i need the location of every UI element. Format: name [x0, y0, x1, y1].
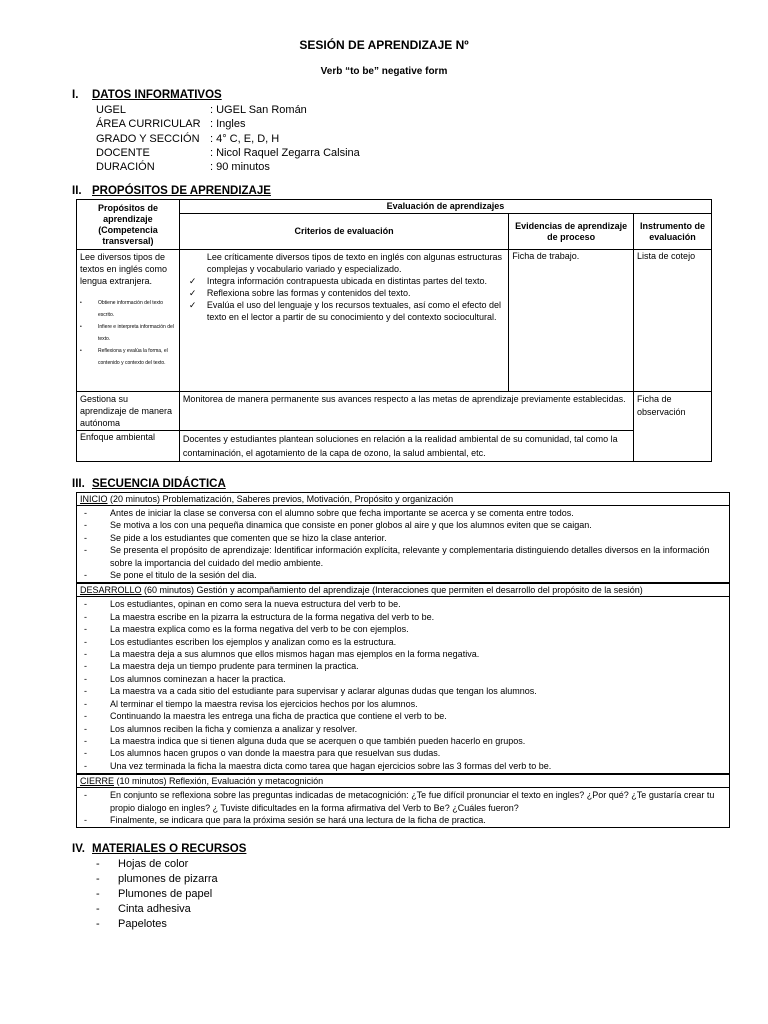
list-item: - La maestra deja un tiempo prudente para terminen la practica. [84, 661, 359, 672]
list-item: - Continuando la maestra les entrega una ficha de practica que contiene el verb to be. [84, 711, 447, 722]
document-title: SESIÓN DE APRENDIZAJE Nº [299, 38, 469, 52]
list-item: - Los alumnos cominezan a hacer la practica. [84, 673, 286, 684]
list-item: - Los estudiantes, opinan en como sera la nueva estructura del verb to be. [84, 599, 401, 610]
header-evaluacion: Evaluación de aprendizajes [179, 200, 711, 214]
info-row: ÁREA CURRICULAR : Ingles [96, 118, 246, 131]
list-item: - Los alumnos reciben la ficha y comienza a analizar y resolver. [84, 723, 358, 734]
cell-enfoque-descripcion: Docentes y estudiantes plantean soluciones en relación a la realidad ambiental de su comunidad, tal como la contaminación, el agotamiento de la capa de ozono, la salud ambiental, etc. [179, 431, 633, 462]
info-row: DURACIÓN : 90 minutos [96, 161, 270, 174]
header-criterios: Criterios de evaluación [179, 214, 508, 250]
cierre-header: CIERRE (10 minutos) Reflexión, Evaluación y metacognición [77, 774, 730, 788]
list-item: ✓ Integra información contrapuesta ubicada en distintas partes del texto. [188, 276, 488, 286]
check-icon: ✓ [188, 276, 197, 286]
list-item: - La maestra deja a sus alumnos que ellos mismos hagan mas ejemplos en la forma negativa. [84, 649, 480, 660]
list-item: • Obtiene información del texto escrito. [80, 300, 164, 318]
cell-evidencia: Ficha de trabajo. [509, 250, 634, 392]
list-item: • Infiere e interpreta información del texto. [80, 324, 174, 342]
propositos-table [76, 199, 712, 462]
list-item: - Hojas de color [96, 858, 189, 870]
info-row: GRADO Y SECCIÓN : 4° C, E, D, H [96, 132, 280, 145]
list-item: - Plumones de papel [96, 888, 213, 900]
list-item: - Se motiva a los con una pequeña dinamica que consiste en poner globos al aire y que los alumnos eviten que se caigan. [84, 520, 592, 531]
list-item: - La maestra indica que si tienen alguna duda que se acerquen o que también pueden hacerlo en grupos. [84, 735, 526, 746]
section-heading-propositos: II. PROPÓSITOS DE APRENDIZAJE [72, 185, 271, 197]
cell-criterios-lee: Lee críticamente diversos tipos de texto en inglés con algunas estructuras complejas y vocabulario variado y especializado. ✓ Integra información contrapuesta ubicada en distintas partes del texto. ✓ Reflexiona sobre las formas y contenidos del texto. ✓ Evalúa el uso del lenguaje y los recursos textuales, así como el efecto del texto en el lector a partir de su conocimiento y del contexto sociocultural. [179, 250, 508, 392]
cell-instrumento: Lista de cotejo [634, 250, 712, 392]
criterios-list [183, 275, 505, 323]
info-row: DOCENTE : Nicol Raquel Zegarra Calsina [96, 146, 360, 159]
list-item: - Cinta adhesiva [96, 903, 191, 915]
section-heading-materiales: IV. MATERIALES O RECURSOS [72, 843, 247, 855]
secuencia-table [76, 492, 730, 828]
cierre-list [80, 789, 726, 826]
list-item: - Papelotes [96, 918, 167, 930]
list-item: ✓ Evalúa el uso del lenguaje y los recursos textuales, así como el efecto del texto en el lector a partir de su conocimiento y del contexto sociocultural. [188, 300, 502, 322]
inicio-header: INICIO (20 minutos) Problematización, Saberes previos, Motivación, Propósito y organización [77, 493, 730, 506]
list-item: - Se pide a los estudiantes que comenten que se hizo la clase anterior. [84, 532, 387, 543]
list-item: - Los estudiantes escriben los ejemplos y analizan como es la estructura. [84, 636, 397, 647]
check-icon: ✓ [188, 288, 197, 298]
cell-enfoque: Enfoque ambiental [77, 431, 180, 462]
inicio-list [80, 507, 726, 581]
list-item: - Los alumnos hacen grupos o van donde la maestra para que resuelvan sus dudas. [84, 748, 441, 759]
list-item: - La maestra escribe en la pizarra la estructura de la forma negativa del verb to be. [84, 611, 435, 622]
list-item: - Una vez terminada la ficha la maestra dicta como tarea que hagan ejercicios sobre las 3 formas del verb to be. [84, 760, 552, 771]
datos-informativos [96, 103, 360, 174]
cell-proposito-gestiona: Gestiona su aprendizaje de manera autónoma [77, 392, 180, 431]
list-item: - Se presenta el propósito de aprendizaje: Identificar información explícita, relevante y complementaria distinguiendo detalles diversos en la información sobre la importancia del cuidado del medio ambiente. [84, 545, 710, 568]
list-item: - Antes de iniciar la clase se conversa con el alumno sobre que fecha importante se acerca y se comenta entre todos. [84, 508, 574, 518]
cell-instrumento-observacion: Ficha de observación [634, 392, 712, 462]
list-item: - Finalmente, se indicara que para la próxima sesión se hará una lectura de la ficha de practica. [84, 814, 486, 825]
list-item: ✓ Reflexiona sobre las formas y contenidos del texto. [188, 288, 411, 298]
list-item: • Reflexiona y evalúa la forma, el contenido y contexto del texto. [80, 348, 168, 366]
section-heading-datos: I. DATOS INFORMATIVOS [72, 89, 222, 101]
desarrollo-content [77, 597, 730, 774]
check-icon: ✓ [188, 300, 197, 310]
capacidades-list [80, 297, 176, 369]
header-propositos: Propósitos de aprendizaje (Competencia transversal) [77, 200, 180, 250]
list-item: - Se pone el titulo de la sesión del dia. [84, 570, 257, 581]
info-row: UGEL : UGEL San Román [96, 104, 307, 116]
list-item: - La maestra explica como es la forma negativa del verb to be con ejemplos. [84, 624, 409, 635]
cierre-content [77, 788, 730, 828]
list-item: - Al terminar el tiempo la maestra revisa los ejercicios hechos por los alumnos. [84, 698, 418, 709]
list-item: - En conjunto se reflexiona sobre las preguntas indicadas de metacognición: ¿Te fue difícil pronunciar el texto en ingles? ¿Por qué? ¿Te gustaría crear tu propio dialogo en ingles? ¿ Tuviste dificultades en la forma afirmativa del Verb to Be? ¿Cuáles fueron? [84, 790, 715, 813]
list-item: - plumones de pizarra [96, 873, 218, 885]
desarrollo-list [80, 598, 726, 772]
document-subtitle: Verb “to be” negative form [320, 66, 448, 77]
materiales-list [96, 857, 218, 932]
section-heading-secuencia: III. SECUENCIA DIDÁCTICA [72, 478, 226, 490]
list-item: - La maestra va a cada sitio del estudiante para supervisar y aclarar algunas dudas que tengan los alumnos. [84, 686, 537, 697]
cell-proposito-lee: Lee diversos tipos de textos en inglés como lengua extranjera. • Obtiene información del texto escrito. • Infiere e interpreta información del texto. • Reflexiona y evalúa la forma, el contenido y contexto del texto. [77, 250, 180, 392]
inicio-content [77, 506, 730, 584]
desarrollo-header: DESARROLLO (60 minutos) Gestión y acompañamiento del aprendizaje (Interacciones que permiten el desarrollo del propósito de la sesión) [77, 583, 730, 597]
header-evidencias: Evidencias de aprendizaje de proceso [509, 214, 634, 250]
header-instrumento: Instrumento de evaluación [634, 214, 712, 250]
cell-criterios-gestiona: Monitorea de manera permanente sus avances respecto a las metas de aprendizaje previamente establecidas. [179, 392, 633, 431]
